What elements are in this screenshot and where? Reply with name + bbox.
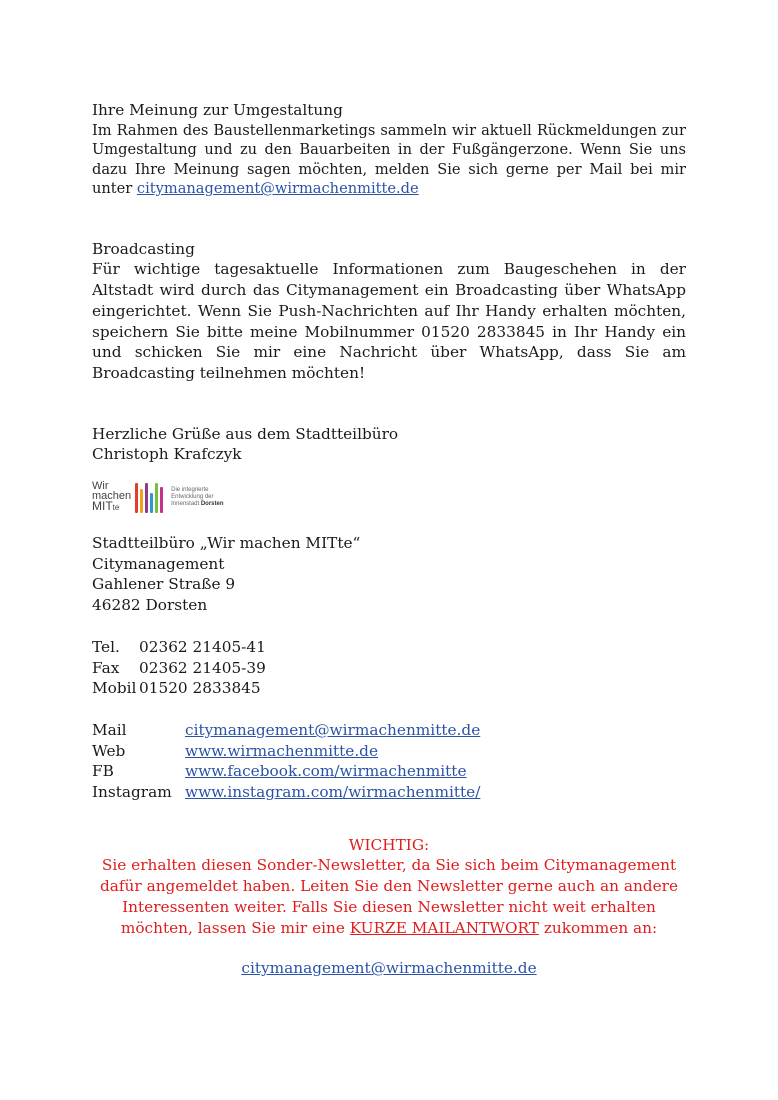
notice-email-line	[92, 958, 686, 979]
logo-bar	[145, 483, 148, 513]
web-link[interactable]: www.wirmachenmitte.de	[185, 741, 379, 760]
logo-bar	[160, 487, 163, 513]
signoff	[92, 424, 686, 465]
phone-row: Tel. 02362 21405-41	[92, 637, 266, 656]
facebook-link[interactable]: www.facebook.com/wirmachenmitte	[185, 762, 467, 781]
notice-body: Sie erhalten diesen Sonder-Newsletter, da Sie sich beim Citymanagement dafür angemeldet haben. Leiten Sie den Newsletter gerne auch an andere Interessenten weiter. Falls Sie diesen Newsletter nicht weit erhalten möchten, lassen Sie mir eine KURZE MAILANTWORT zukommen an:	[99, 856, 679, 937]
greeting: Herzliche Grüße aus dem Stadtteilbüro	[92, 424, 399, 443]
section-title: Broadcasting	[92, 239, 195, 258]
logo-bar	[150, 493, 153, 513]
phone-row: Mobil 01520 2833845	[92, 679, 261, 698]
wir-machen-mitte-logo	[92, 479, 686, 515]
address-line: Stadtteilbüro „Wir machen MITte“	[92, 534, 361, 553]
notice-emphasis: KURZE MAILANTWORT	[349, 918, 540, 937]
address-block	[92, 533, 686, 616]
address-line: Gahlener Straße 9	[92, 575, 236, 594]
address-line: Citymanagement	[92, 554, 225, 573]
contact-row: Instagram www.instagram.com/wirmachenmitte/	[92, 783, 481, 802]
section-body: Im Rahmen des Baustellenmarketings sammeln wir aktuell Rückmeldungen zur Umgestaltung und zu den Bauarbeiten in der Fußgängerzone. Wenn Sie uns dazu Ihre Meinung sagen möchten, melden Sie sich gerne per Mail bei mir unter citymanagement@wirmachenmitte.de	[92, 121, 686, 198]
notice-title: WICHTIG:	[348, 835, 430, 854]
logo-wordmark: Wir machen MITte	[92, 480, 132, 514]
contact-list	[92, 720, 686, 803]
logo-bar	[140, 489, 143, 513]
section-body: Für wichtige tagesaktuelle Informationen zum Baugeschehen in der Altstadt wird durch das Citymanagement ein Broadcasting über WhatsApp eingerichtet. Wenn Sie Push-Nachrichten auf Ihr Handy erhalten möchten, speichern Sie bitte meine Mobilnummer 01520 2833845 in Ihr Handy ein und schicken Sie mir eine Nachricht über WhatsApp, dass Sie am Broadcasting teilnehmen möchten!	[92, 260, 686, 382]
mail-link[interactable]: citymanagement@wirmachenmitte.de	[185, 720, 481, 739]
phone-list	[92, 637, 686, 699]
contact-row: FB www.facebook.com/wirmachenmitte	[92, 762, 467, 781]
instagram-link[interactable]: www.instagram.com/wirmachenmitte/	[185, 783, 481, 802]
important-notice	[92, 835, 686, 939]
contact-row: Mail citymanagement@wirmachenmitte.de	[92, 720, 481, 739]
section-title: Ihre Meinung zur Umgestaltung	[92, 101, 343, 119]
logo-bars-icon	[135, 481, 163, 513]
phone-row: Fax 02362 21405-39	[92, 658, 266, 677]
logo-bar	[155, 483, 158, 513]
section-feedback	[92, 100, 686, 199]
logo-subtitle: Die integrierte Entwicklung der Innenstadt Dorsten	[171, 486, 224, 507]
feedback-email-link[interactable]: citymanagement@wirmachenmitte.de	[136, 180, 419, 198]
section-broadcasting	[92, 239, 686, 384]
address-line: 46282 Dorsten	[92, 596, 208, 615]
contact-row: Web www.wirmachenmitte.de	[92, 741, 379, 760]
signer-name: Christoph Krafczyk	[92, 445, 242, 464]
document-page	[92, 100, 686, 979]
logo-bar	[135, 483, 138, 513]
notice-email-link[interactable]: citymanagement@wirmachenmitte.de	[241, 959, 537, 978]
